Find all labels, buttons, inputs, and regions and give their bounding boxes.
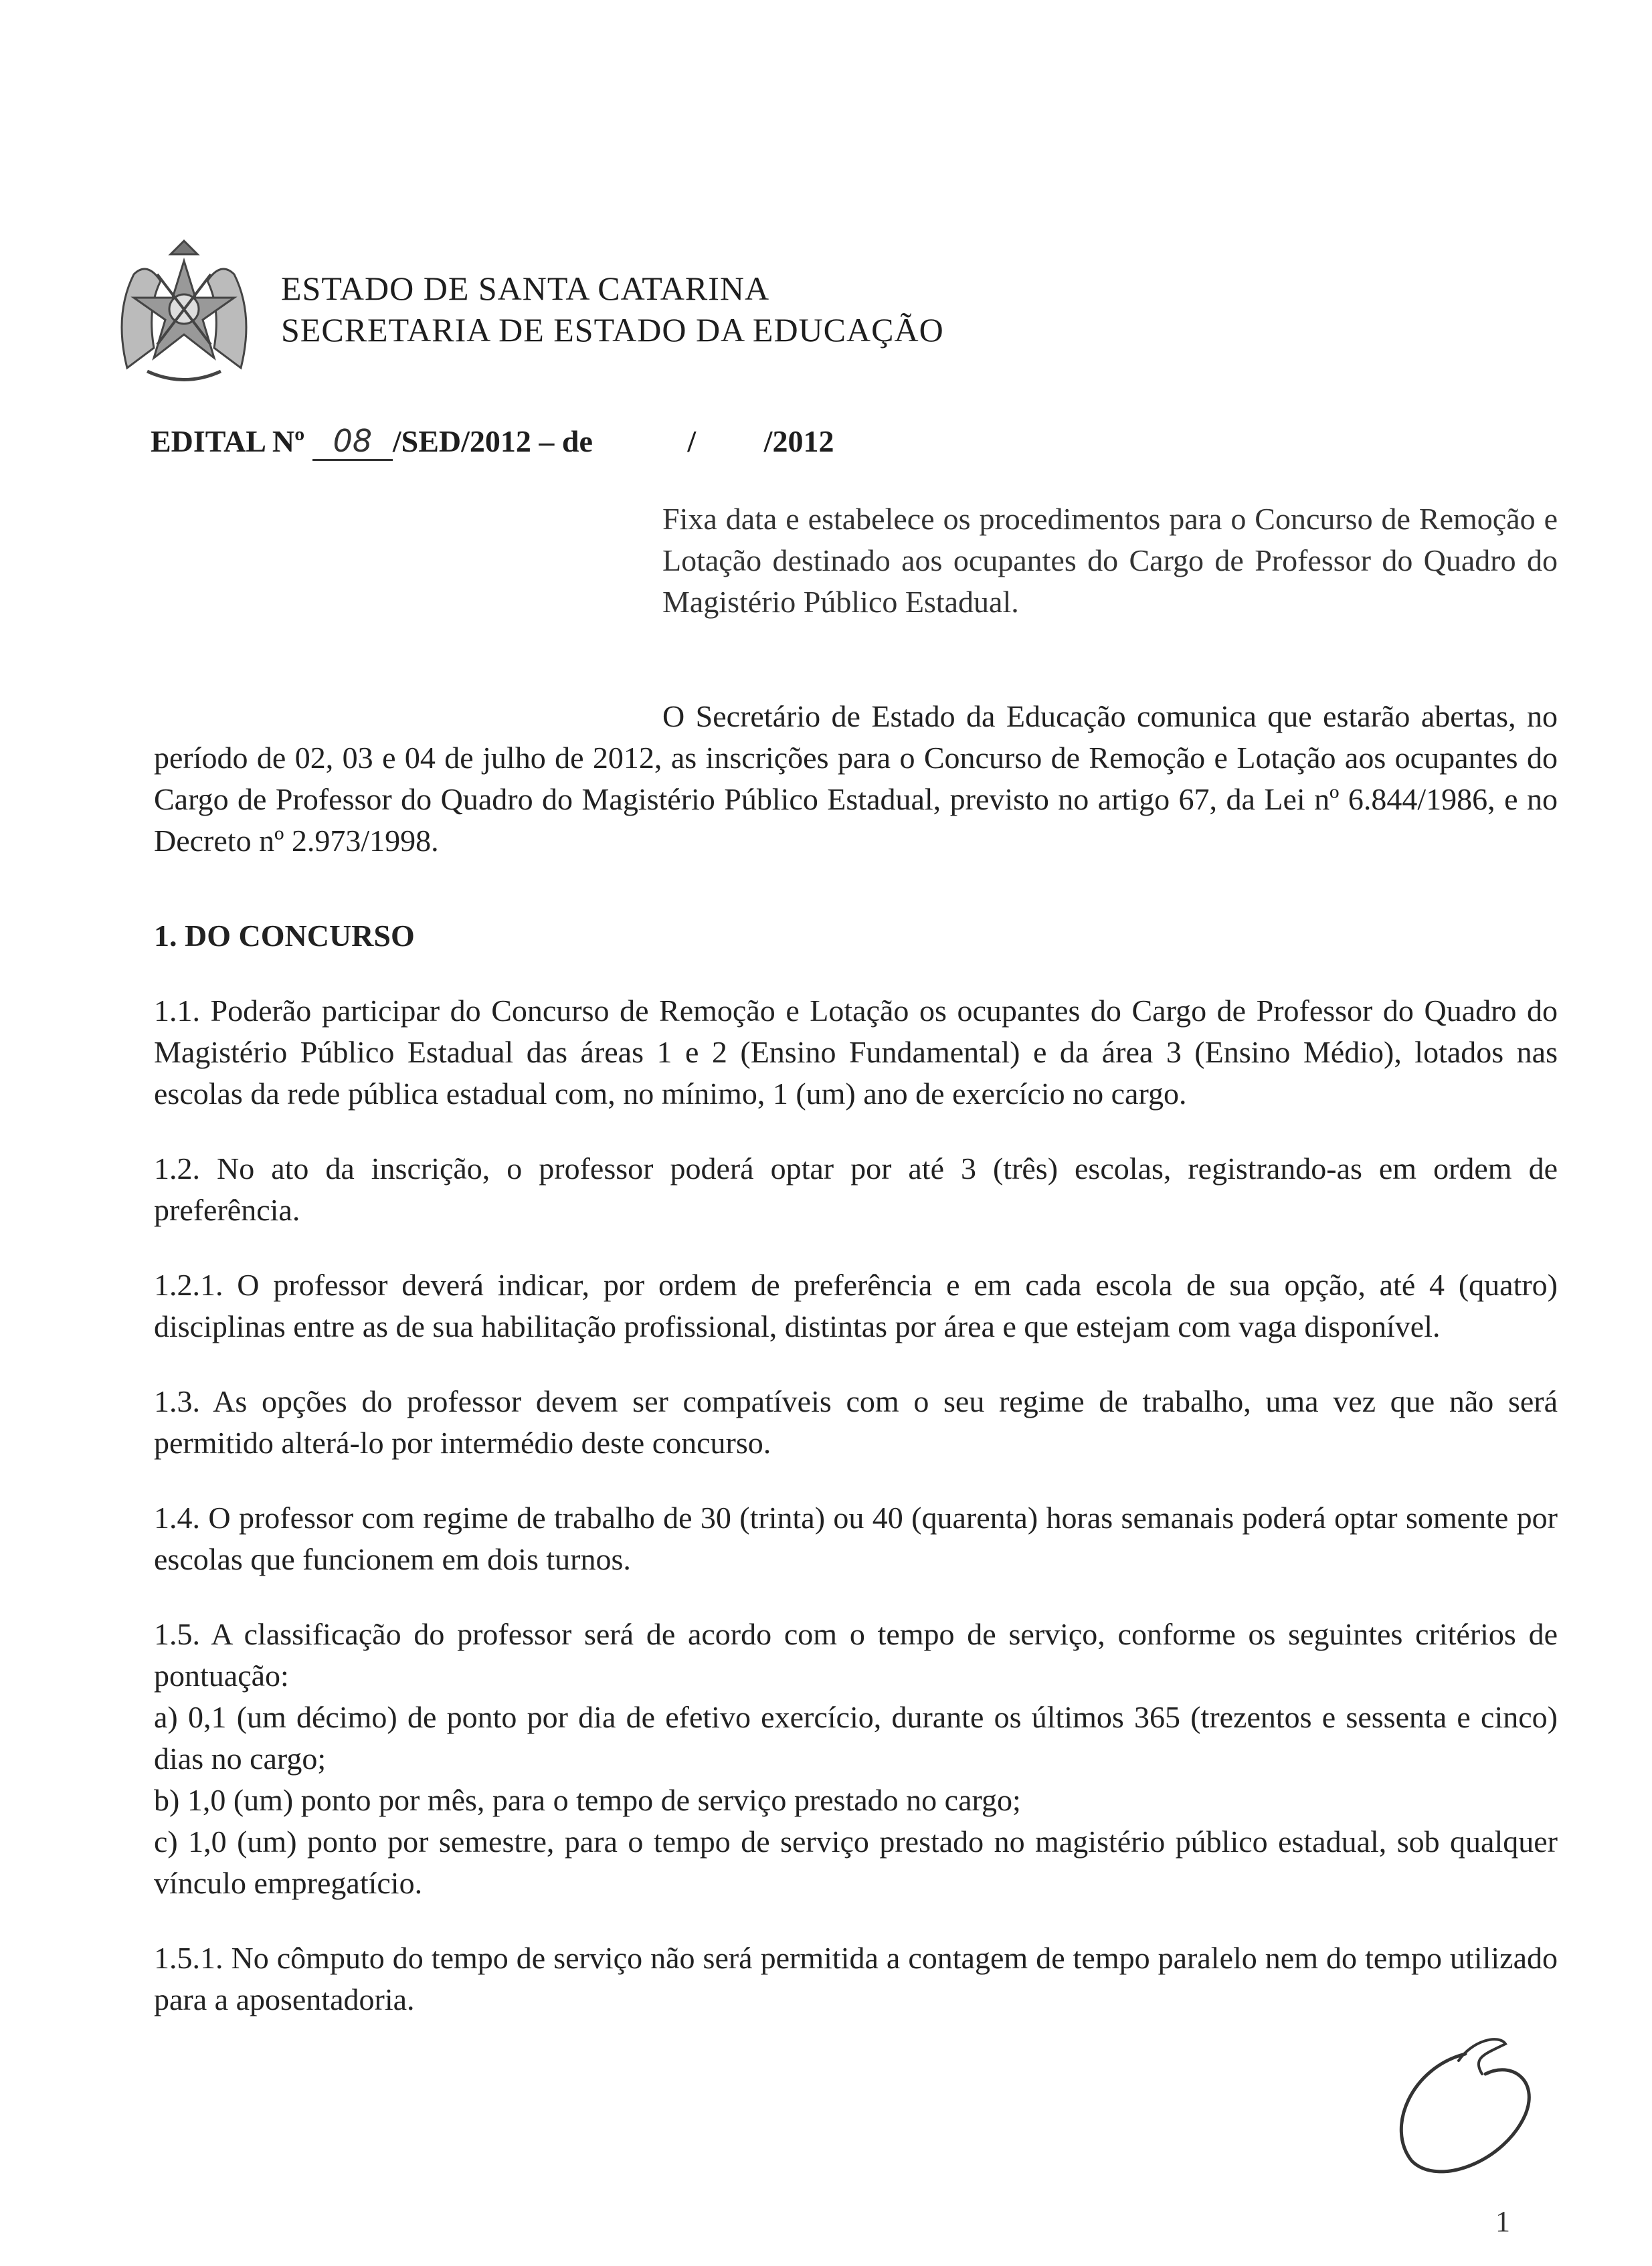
- secretariat-name: SECRETARIA DE ESTADO DA EDUCAÇÃO: [281, 311, 944, 349]
- signature-rubric: [1372, 2027, 1572, 2188]
- clause-1-5-1: 1.5.1. No cômputo do tempo de serviço não será permitida a contagem de tempo paralelo nem do tempo utilizado para a aposentadoria.: [154, 1941, 1558, 2016]
- edital-year: /2012: [763, 424, 834, 458]
- criterion-c: c) 1,0 (um) ponto por semestre, para o tempo de serviço prestado no magistério público estadual, sob qualquer vínculo empregatício.: [154, 1824, 1558, 1900]
- edital-line: [151, 423, 834, 461]
- edital-prefix: EDITAL Nº: [151, 424, 305, 458]
- clause-1-2: 1.2. No ato da inscrição, o professor poderá optar por até 3 (três) escolas, registrando-as em ordem de preferência.: [154, 1151, 1558, 1227]
- intro-paragraph: O Secretário de Estado da Educação comunica que estarão abertas, no período de 02, 03 e 04 de julho de 2012, as inscrições para o Concurso de Remoção e Lotação aos ocupantes do Cargo de Professor do Quadro do Magistério Público Estadual, previsto no artigo 67, da Lei nº 6.844/1986, e no Decreto nº 2.973/1998.: [154, 699, 1558, 858]
- document-body: [154, 696, 1558, 2054]
- ementa-summary: Fixa data e estabelece os procedimentos para o Concurso de Remoção e Lotação destinado aos ocupantes do Cargo de Professor do Quadro do Magistério Público Estadual.: [662, 502, 1558, 619]
- coat-of-arms-icon: [107, 234, 261, 388]
- criterion-b: b) 1,0 (um) ponto por mês, para o tempo de serviço prestado no cargo;: [154, 1783, 1021, 1817]
- page-number: 1: [1495, 2205, 1510, 2238]
- clause-1-4: 1.4. O professor com regime de trabalho de 30 (trinta) ou 40 (quarenta) horas semanais poderá optar somente por escolas que funcionem em dois turnos.: [154, 1501, 1558, 1576]
- clause-1-5: 1.5. A classificação do professor será de acordo com o tempo de serviço, conforme os seguintes critérios de pontuação:: [154, 1617, 1558, 1693]
- edital-suffix: /SED/2012 – de: [392, 424, 593, 458]
- criterion-a: a) 0,1 (um décimo) de ponto por dia de efetivo exercício, durante os últimos 365 (trezentos e sessenta e cinco) dias no cargo;: [154, 1700, 1558, 1776]
- edital-date-slash: /: [687, 424, 697, 458]
- edital-number-handwritten: 08: [312, 423, 393, 461]
- state-name: ESTADO DE SANTA CATARINA: [281, 270, 770, 307]
- clause-1-3: 1.3. As opções do professor devem ser compatíveis com o seu regime de trabalho, uma vez que não será permitido alterá-lo por intermédio deste concurso.: [154, 1384, 1558, 1460]
- clause-1-2-1: 1.2.1. O professor deverá indicar, por ordem de preferência e em cada escola de sua opção, até 4 (quatro) disciplinas entre as de sua habilitação profissional, distintas por área e que estejam com vaga disponível.: [154, 1268, 1558, 1343]
- clause-1-1: 1.1. Poderão participar do Concurso de Remoção e Lotação os ocupantes do Cargo de Professor do Quadro do Magistério Público Estadual das áreas 1 e 2 (Ensino Fundamental) e da área 3 (Ensino Médio), lotados nas escolas da rede pública estadual com, no mínimo, 1 (um) ano de exercício no cargo.: [154, 994, 1558, 1111]
- section-title: 1. DO CONCURSO: [154, 919, 415, 953]
- letterhead: [281, 268, 944, 351]
- clause-1-5-block: [154, 1614, 1558, 1904]
